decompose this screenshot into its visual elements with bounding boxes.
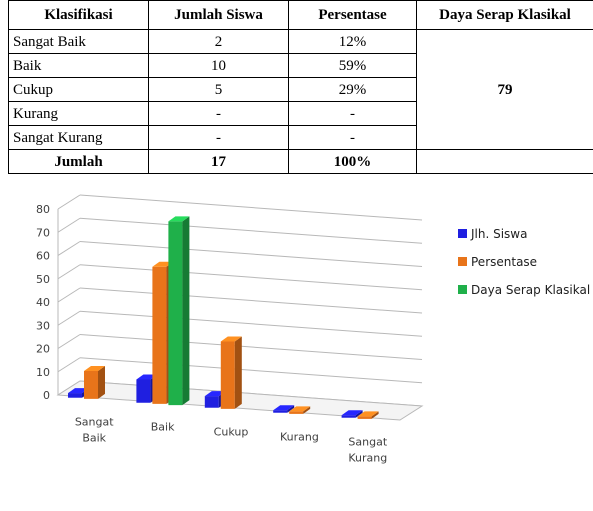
gridline-side [58, 311, 80, 325]
header-persentase: Persentase [289, 1, 417, 30]
bar-front [136, 379, 150, 402]
x-tick-label: Baik [150, 420, 175, 434]
cell-persen: 29% [289, 78, 417, 102]
x-tick-label: Cukup [213, 425, 249, 439]
cell-daya-serap: 79 [417, 30, 593, 150]
gridline-side [58, 358, 80, 372]
bar-side [182, 216, 189, 405]
bar-side [98, 366, 105, 399]
classification-table-container [8, 0, 593, 174]
gridline-side [58, 288, 80, 302]
x-tick-label: Baik [82, 431, 107, 445]
cell-klasifikasi: Sangat Baik [9, 30, 149, 54]
y-tick-label: 0 [43, 389, 50, 402]
bar-front [84, 371, 98, 399]
bar-front [205, 396, 219, 408]
bar-front [221, 341, 235, 408]
gridline-side [58, 218, 80, 232]
gridline-side [58, 265, 80, 279]
cell-jumlah: 10 [149, 54, 289, 78]
gridline-side [58, 335, 80, 349]
bar-front [273, 410, 287, 413]
y-tick-label: 20 [36, 342, 50, 356]
cell-jumlah: 5 [149, 78, 289, 102]
total-persen: 100% [289, 150, 417, 174]
bar-front [289, 411, 303, 414]
cell-jumlah: - [149, 102, 289, 126]
cell-klasifikasi: Kurang [9, 102, 149, 126]
gridline [80, 311, 422, 336]
y-tick-label: 30 [36, 319, 50, 333]
gridline [80, 358, 422, 383]
x-tick-label: Kurang [279, 430, 319, 444]
legend-label: Jlh. Siswa [471, 227, 528, 241]
cell-persen: - [289, 126, 417, 150]
header-klasifikasi: Klasifikasi [9, 1, 149, 30]
legend-swatch [458, 257, 467, 266]
table-total-row [9, 150, 593, 174]
legend-swatch [458, 285, 467, 294]
cell-persen: - [289, 102, 417, 126]
cell-jumlah: 2 [149, 30, 289, 54]
y-tick-label: 40 [36, 296, 50, 309]
bar-front [152, 267, 166, 404]
gridline-side [58, 242, 80, 256]
y-tick-label: 80 [36, 203, 50, 216]
bar-side [235, 336, 242, 408]
bar-persentase-cukup [221, 336, 242, 408]
y-tick-label: 50 [36, 272, 50, 286]
y-tick-label: 70 [36, 226, 50, 240]
x-tick-label: Kurang [348, 451, 388, 465]
total-label: Jumlah [9, 150, 149, 174]
bar-persentase-sangat-baik [84, 366, 105, 399]
bar-chart-3d [0, 190, 593, 510]
cell-klasifikasi: Sangat Kurang [9, 126, 149, 150]
cell-klasifikasi: Baik [9, 54, 149, 78]
y-tick-label: 60 [36, 249, 50, 263]
classification-table [8, 0, 593, 174]
cell-persen: 59% [289, 54, 417, 78]
bar-front [342, 415, 356, 418]
cell-jumlah: - [149, 126, 289, 150]
gridline [80, 218, 422, 243]
gridline [80, 288, 422, 313]
cell-persen: 12% [289, 30, 417, 54]
table-header-row [9, 1, 593, 30]
bar-front [168, 221, 182, 405]
gridline [80, 242, 422, 267]
x-tick-label: Sangat [74, 415, 114, 429]
gridline [80, 335, 422, 360]
table-row [9, 30, 593, 54]
gridline [80, 265, 422, 290]
y-tick-label: 10 [36, 365, 50, 379]
total-empty-cell [417, 150, 593, 174]
legend-label: Daya Serap Klasikal [471, 283, 591, 297]
bar-front [358, 416, 372, 419]
bar-daya-serap-klasikal-baik [168, 216, 189, 405]
bar-front [68, 393, 82, 398]
gridline [80, 195, 422, 220]
header-daya-serap: Daya Serap Klasikal [417, 1, 593, 30]
gridline-side [58, 195, 80, 209]
total-jumlah: 17 [149, 150, 289, 174]
x-tick-label: Sangat [348, 435, 388, 449]
legend-swatch [458, 229, 467, 238]
cell-klasifikasi: Cukup [9, 78, 149, 102]
legend-label: Persentase [471, 255, 538, 269]
header-jumlah-siswa: Jumlah Siswa [149, 1, 289, 30]
